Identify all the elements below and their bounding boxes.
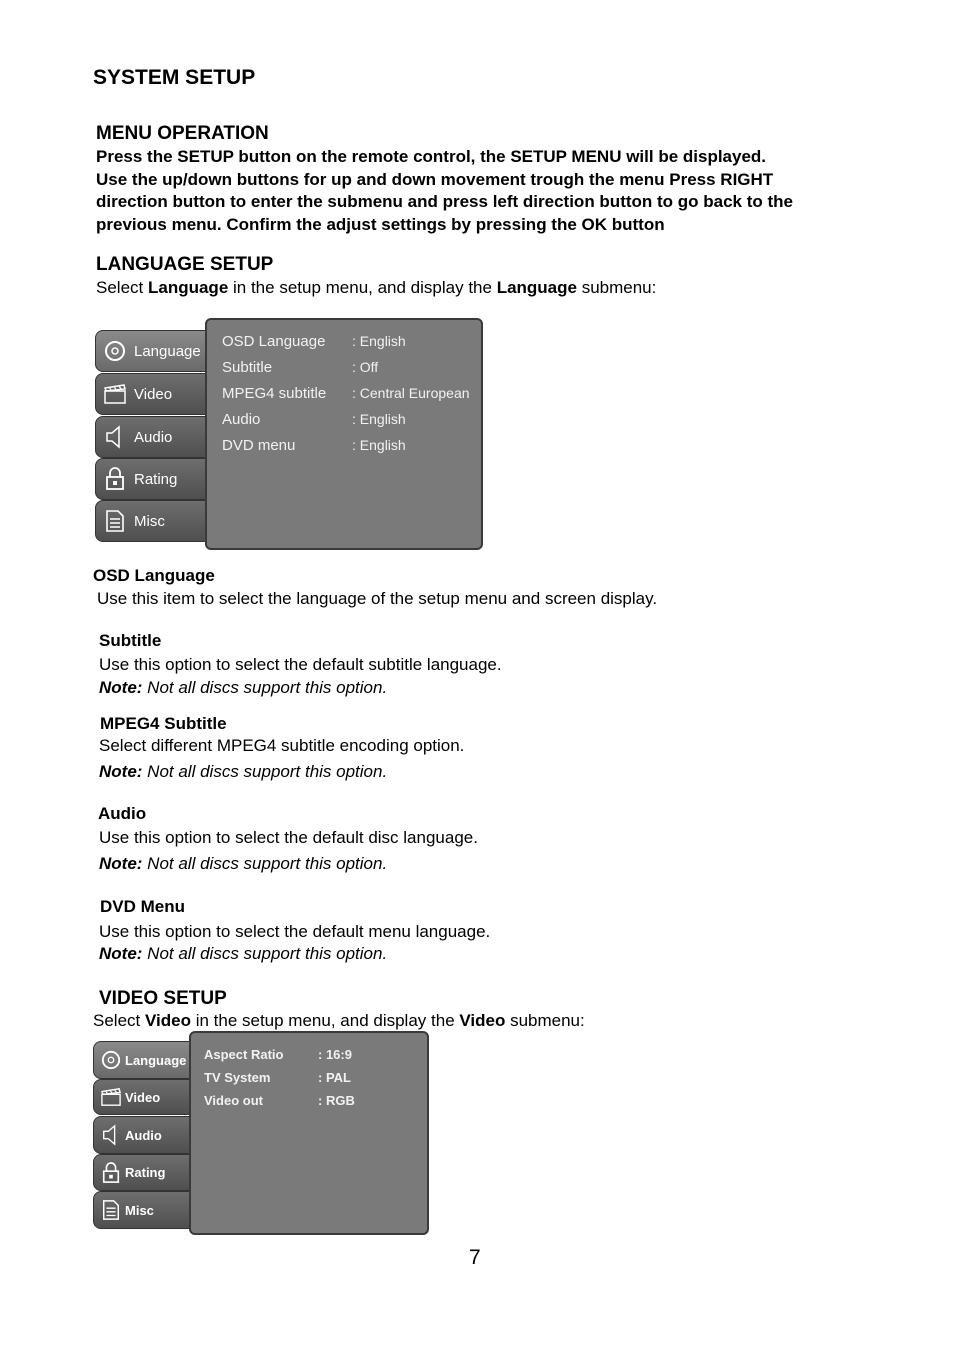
menu-row-key: DVD menu bbox=[222, 437, 296, 454]
menu-tab-misc[interactable] bbox=[93, 1191, 193, 1229]
menu-tab-language[interactable] bbox=[93, 1041, 193, 1079]
menu-tab-label: Language bbox=[134, 342, 201, 360]
menu-tab-audio[interactable] bbox=[93, 1116, 193, 1154]
language-setup-heading: LANGUAGE SETUP bbox=[96, 254, 274, 275]
intro-text: Select bbox=[96, 278, 148, 297]
note-text: Not all discs support this option. bbox=[142, 678, 388, 697]
item-text: Use this item to select the language of the setup menu and screen display. bbox=[97, 589, 658, 608]
note-label: Note: bbox=[99, 678, 143, 697]
menu-settings-panel bbox=[189, 1031, 429, 1235]
menu-tab-rating[interactable] bbox=[93, 1154, 193, 1191]
note-label: Note: bbox=[99, 944, 143, 963]
note-label: Note: bbox=[99, 762, 143, 781]
intro-text: in the setup menu, and display the bbox=[228, 278, 497, 297]
item-heading-osd-language: OSD Language bbox=[93, 566, 215, 585]
item-text: Select different MPEG4 subtitle encoding option. bbox=[99, 736, 465, 755]
clapperboard-icon bbox=[100, 1087, 122, 1107]
menu-row-key: Subtitle bbox=[222, 359, 273, 376]
document-icon bbox=[102, 509, 128, 533]
page-title: SYSTEM SETUP bbox=[93, 66, 256, 89]
menu-tab-label: Misc bbox=[134, 512, 165, 530]
item-heading-subtitle: Subtitle bbox=[99, 631, 162, 650]
menu-row-key: MPEG4 subtitle bbox=[222, 385, 327, 402]
menu-tab-label: Rating bbox=[125, 1165, 166, 1180]
note-text: Not all discs support this option. bbox=[142, 762, 388, 781]
menu-operation-line: direction button to enter the submenu and press left direction button to go back to the bbox=[96, 192, 794, 211]
menu-tab-label: Audio bbox=[125, 1127, 162, 1143]
note-label: Note: bbox=[99, 854, 143, 873]
menu-row-key: Video out bbox=[204, 1093, 263, 1108]
menu-operation-line: previous menu. Confirm the adjust settings by pressing the OK button bbox=[96, 214, 665, 234]
menu-tab-video[interactable] bbox=[95, 373, 211, 415]
speaker-icon bbox=[102, 425, 128, 449]
speaker-icon bbox=[100, 1124, 122, 1146]
disc-icon bbox=[100, 1050, 122, 1070]
menu-row-key: OSD Language bbox=[222, 333, 326, 350]
menu-tab-label: Video bbox=[134, 385, 173, 403]
menu-operation-text bbox=[96, 146, 876, 236]
menu-tab-label: Language bbox=[125, 1052, 187, 1068]
menu-row-value: : English bbox=[352, 411, 406, 427]
item-heading-audio: Audio bbox=[98, 804, 147, 823]
intro-bold: Video bbox=[459, 1011, 506, 1030]
menu-row-value: : English bbox=[352, 437, 406, 453]
menu-row-value: : English bbox=[352, 333, 406, 349]
menu-row-value: : RGB bbox=[318, 1093, 355, 1108]
note-text: Not all discs support this option. bbox=[142, 944, 388, 963]
video-setup-heading: VIDEO SETUP bbox=[99, 988, 227, 1009]
menu-row-key: TV System bbox=[204, 1070, 271, 1085]
menu-row-key: Aspect Ratio bbox=[204, 1047, 284, 1062]
intro-bold: Language bbox=[147, 278, 229, 297]
item-text: Use this option to select the default menu language. bbox=[99, 922, 491, 941]
menu-tab-label: Rating bbox=[134, 470, 178, 488]
intro-text: in the setup menu, and display the bbox=[190, 1011, 460, 1030]
menu-operation-line: Press the SETUP button on the remote control, the SETUP MENU will be displayed. bbox=[96, 147, 767, 166]
menu-settings-panel bbox=[205, 318, 483, 550]
item-note bbox=[99, 854, 387, 874]
menu-tab-video[interactable] bbox=[93, 1079, 193, 1115]
item-text: Use this option to select the default subtitle language. bbox=[99, 655, 502, 674]
menu-operation-line: Use the up/down buttons for up and down movement trough the menu Press RIGHT bbox=[96, 169, 774, 189]
video-setup-intro bbox=[93, 1011, 585, 1031]
lock-icon bbox=[100, 1162, 122, 1184]
menu-tab-language[interactable] bbox=[95, 330, 211, 372]
menu-tab-audio[interactable] bbox=[95, 416, 211, 458]
item-note bbox=[99, 944, 387, 964]
menu-tab-rating[interactable] bbox=[95, 458, 211, 500]
item-note bbox=[99, 762, 387, 782]
menu-tab-misc[interactable] bbox=[95, 500, 211, 542]
menu-tab-label: Misc bbox=[125, 1202, 154, 1218]
intro-bold: Video bbox=[144, 1011, 191, 1030]
intro-text: Select bbox=[93, 1011, 145, 1030]
item-text: Use this option to select the default disc language. bbox=[99, 828, 478, 847]
menu-row-value: : 16:9 bbox=[318, 1047, 352, 1062]
intro-text: submenu: bbox=[576, 278, 657, 297]
item-note bbox=[99, 678, 387, 698]
disc-icon bbox=[102, 340, 128, 362]
menu-row-key: Audio bbox=[222, 411, 261, 428]
menu-tab-label: Video bbox=[125, 1089, 161, 1105]
item-heading-dvd-menu: DVD Menu bbox=[100, 897, 185, 916]
menu-operation-heading: MENU OPERATION bbox=[96, 123, 269, 144]
intro-bold: Language bbox=[496, 278, 577, 297]
menu-row-value: : Off bbox=[352, 359, 379, 375]
document-icon bbox=[100, 1199, 122, 1221]
menu-tab-label: Audio bbox=[134, 428, 173, 446]
note-text: Not all discs support this option. bbox=[142, 854, 388, 873]
page-number: 7 bbox=[469, 1246, 481, 1269]
language-setup-intro bbox=[96, 278, 656, 298]
item-heading-mpeg4-subtitle: MPEG4 Subtitle bbox=[100, 714, 227, 733]
menu-row-value: : Central European bbox=[352, 385, 470, 401]
lock-icon bbox=[102, 467, 128, 491]
intro-text: submenu: bbox=[505, 1011, 585, 1030]
language-menu-screenshot bbox=[95, 318, 485, 552]
clapperboard-icon bbox=[102, 383, 128, 405]
menu-row-value: : PAL bbox=[318, 1070, 351, 1085]
video-menu-screenshot bbox=[93, 1031, 431, 1237]
